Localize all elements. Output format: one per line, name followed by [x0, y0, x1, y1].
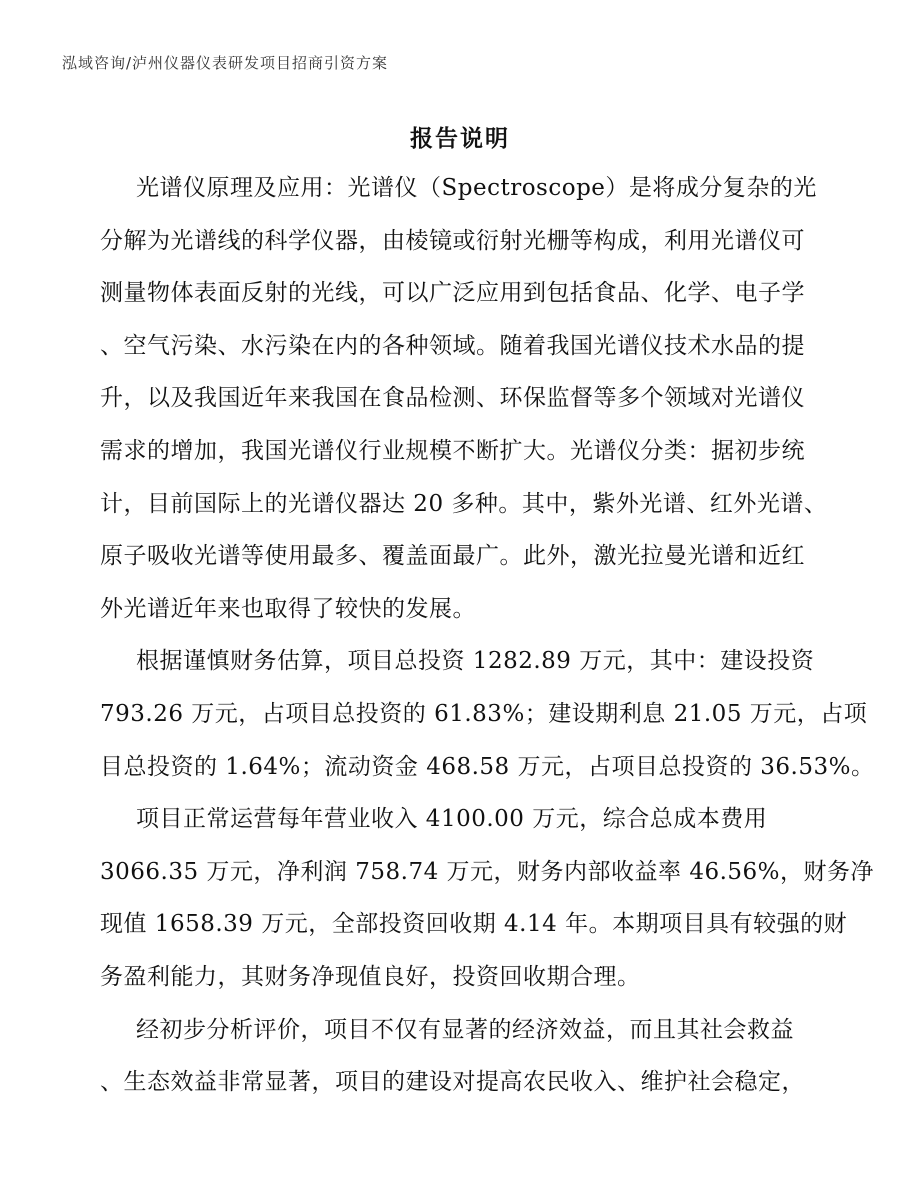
paragraph-investment-estimate: [100, 635, 875, 793]
paragraph-evaluation: [100, 1004, 830, 1109]
paragraph-line: 测量物体表面反射的光线，可以广泛应用到包括食品、化学、电子学: [100, 280, 805, 307]
paragraph-line: 需求的增加，我国光谱仪行业规模不断扩大。光谱仪分类：据初步统: [100, 437, 805, 464]
paragraph-line: 目总投资的 1.64%；流动资金 468.58 万元，占项目总投资的 36.53%。: [100, 753, 875, 780]
paragraph-line: 务盈利能力，其财务净现值良好，投资回收期合理。: [100, 963, 641, 990]
running-header: 泓域咨询/泸州仪器仪表研发项目招商引资方案: [62, 54, 389, 72]
paragraph-line: 外光谱近年来也取得了较快的发展。: [100, 595, 476, 622]
paragraph-line: 793.26 万元，占项目总投资的 61.83%；建设期利息 21.05 万元，占项: [100, 700, 868, 727]
paragraph-line: 分解为光谱线的科学仪器，由棱镜或衍射光栅等构成，利用光谱仪可: [100, 227, 805, 254]
paragraph-line: 现值 1658.39 万元，全部投资回收期 4.14 年。本期项目具有较强的财: [100, 911, 848, 938]
paragraph-line: 计，目前国际上的光谱仪器达 20 多种。其中，紫外光谱、红外光谱、: [100, 490, 828, 517]
paragraph-line: 原子吸收光谱等使用最多、覆盖面最广。此外，激光拉曼光谱和近红: [100, 543, 805, 570]
paragraph-line: 升，以及我国近年来我国在食品检测、环保监督等多个领域对光谱仪: [100, 385, 805, 412]
paragraph-line: 经初步分析评价，项目不仅有显著的经济效益，而且其社会救益: [136, 1016, 794, 1043]
paragraph-line: 3066.35 万元，净利润 758.74 万元，财务内部收益率 46.56%，财务净: [100, 858, 875, 885]
paragraph-line: 、空气污染、水污染在内的各种领域。随着我国光谱仪技术水品的提: [100, 332, 805, 359]
paragraph-operating-returns: [100, 793, 875, 1003]
paragraph-line: 光谱仪原理及应用：光谱仪（Spectroscope）是将成分复杂的光: [136, 175, 817, 201]
paragraph-spectroscope-intro: [100, 162, 830, 635]
document-body: [100, 162, 875, 1109]
paragraph-line: 根据谨慎财务估算，项目总投资 1282.89 万元，其中：建设投资: [136, 648, 815, 675]
paragraph-line: 、生态效益非常显著，项目的建设对提高农民收入、维护社会稳定，: [100, 1069, 805, 1096]
paragraph-line: 项目正常运营每年营业收入 4100.00 万元，综合总成本费用: [136, 806, 768, 833]
document-title: 报告说明: [410, 126, 510, 152]
